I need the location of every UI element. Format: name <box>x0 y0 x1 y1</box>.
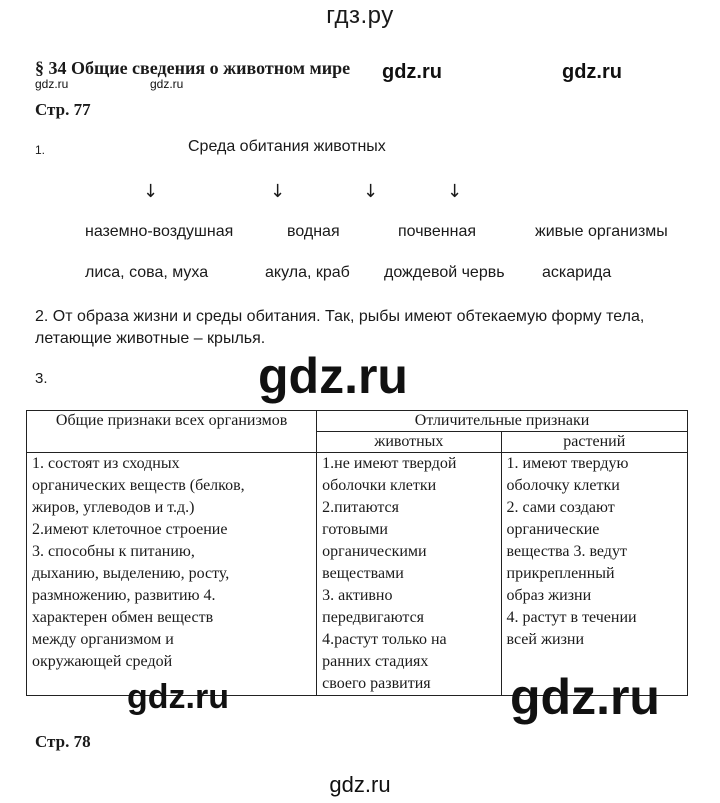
watermark: gdz.ru <box>258 348 408 404</box>
site-header: гдз.ру <box>326 2 394 29</box>
watermark: gdz.ru <box>150 77 184 91</box>
diagram-title: Среда обитания животных <box>188 138 386 155</box>
traits-table <box>26 410 688 696</box>
down-arrow-icon: ↓ <box>447 181 463 202</box>
question-number: 1. <box>35 143 46 157</box>
watermark: gdz.ru <box>127 678 229 716</box>
environment-label: наземно-воздушная <box>85 223 234 240</box>
down-arrow-icon: ↓ <box>363 181 379 202</box>
example-label: аскарида <box>542 264 612 281</box>
header-common: Общие признаки всех организмов <box>27 411 317 453</box>
answer-paragraph: 2. От образа жизни и среды обитания. Так, рыбы имеют обтекаемую форму тела, летающие животные – крылья. <box>35 308 645 347</box>
header-plants: растений <box>501 432 687 453</box>
header-animals: животных <box>317 432 501 453</box>
question-number: 3. <box>35 370 48 387</box>
header-distinct: Отличительные признаки <box>317 411 688 432</box>
watermark: gdz.ru <box>510 669 660 725</box>
cell-common-traits: 1. состоят из сходных органических веществ (белков, жиров, углеводов и т.д.) 2.имеют клеточное строение 3. способны к питанию, дыханию, выделению, росту, размножению, развитию 4. характерен обмен веществ между организмом и окружающей средой <box>27 453 317 696</box>
footer-watermark: gdz.ru <box>329 772 391 797</box>
section-title: § 34 Общие сведения о животном мире <box>35 58 351 78</box>
down-arrow-icon: ↓ <box>270 181 286 202</box>
page-reference: Стр. 77 <box>35 100 91 119</box>
cell-plant-traits: 1. имеют твердую оболочку клетки 2. сами создают органические вещества 3. ведут прикрепленный образ жизни 4. растут в течении всей жизни <box>501 453 687 696</box>
environment-label: почвенная <box>398 223 476 240</box>
example-label: лиса, сова, муха <box>85 264 209 281</box>
page-reference: Стр. 78 <box>35 732 91 751</box>
watermark: gdz.ru <box>382 61 442 83</box>
cell-animal-traits: 1.не имеют твердой оболочки клетки 2.питаются готовыми органическими веществами 3. активно передвигаются 4.растут только на ранних стадиях своего развития <box>317 453 501 696</box>
example-label: дождевой червь <box>384 264 505 281</box>
environment-label: живые организмы <box>535 223 668 240</box>
environment-label: водная <box>287 223 340 240</box>
down-arrow-icon: ↓ <box>143 181 159 202</box>
watermark: gdz.ru <box>562 61 622 83</box>
example-label: акула, краб <box>265 264 350 281</box>
watermark: gdz.ru <box>35 77 69 91</box>
